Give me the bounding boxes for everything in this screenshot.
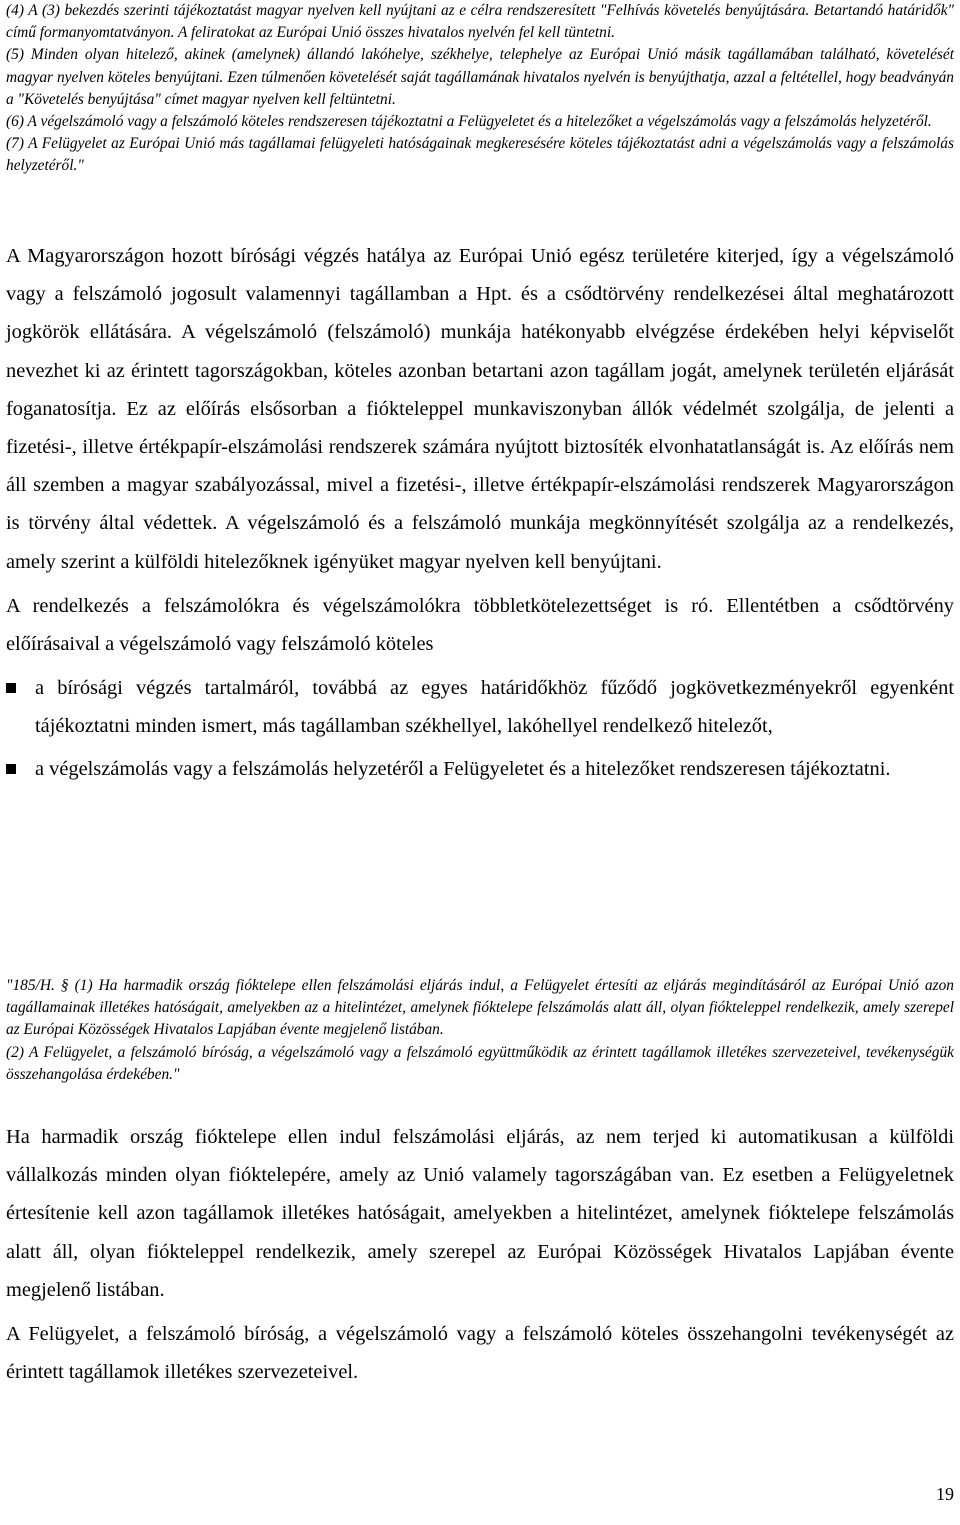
- list-item: a bírósági végzés tartalmáról, továbbá az egyes határidőkhöz fűződő jogkövetkezményekről egyenként tájékoztatni minden ismert, más tagállamban székhellyel, lakóhellyel rendelkező hitelezőt,: [6, 669, 954, 745]
- commentary-paragraph-2: A rendelkezés a felszámolókra és végelszámolókra többletkötelezettséget is ró. Ellentétben a csődtörvény előírásaival a végelszámoló vagy felszámoló köteles: [6, 594, 954, 656]
- square-bullet-icon: [6, 683, 16, 693]
- section-185h-paragraph-2: (2) A Felügyelet, a felszámoló bíróság, a végelszámoló vagy a felszámoló együttműködik az érintett tagállamok illetékes szervezeteivel, tevékenységük összehangolása érdekében.": [6, 1043, 954, 1083]
- top-italic-block: [6, 0, 954, 178]
- commentary-paragraph-1: A Magyarországon hozott bírósági végzés hatálya az Európai Unió egész területére kiterjed, így a végelszámoló vagy a felszámoló jogosult valamennyi tagállamban a Hpt. és a csődtörvény rendelkezései által meghatározott jogkörök ellátására. A végelszámoló (felszámoló) munkája hatékonyabb elvégzése érdekében helyi képviselőt nevezhet ki az érintett tagországokban, köteles azonban betartani azon tagállam jogát, amelynek területén eljárását foganatosítja. Ez az előírás elsősorban a fiókteleppel munkaviszonyban állók védelmét szolgálja, de jelenti a fizetési-, illetve értékpapír-elszámolási rendszerek számára nyújtott biztosíték elvonhatatlanságát is. Az előírás nem áll szemben a magyar szabályozással, mivel a fizetési-, illetve értékpapír-elszámolási rendszerek Magyarországon is törvény által védettek. A végelszámoló és a felszámoló munkája megkönnyítését szolgálja az a rendelkezés, amely szerint a külföldi hitelezőknek igényüket magyar nyelven kell benyújtani.: [6, 245, 954, 573]
- paragraph-7: (7) A Felügyelet az Európai Unió más tagállamai felügyeleti hatóságainak megkeresésére köteles tájékoztatást adni a végelszámolás vagy a felszámolás helyzetéről.": [6, 135, 954, 175]
- commentary-block-1: [6, 237, 954, 788]
- page-number: 19: [936, 1484, 954, 1504]
- closing-paragraph-1: Ha harmadik ország fióktelepe ellen indul felszámolási eljárás, az nem terjed ki automatikusan a külföldi vállalkozás minden olyan fióktelepére, amely az Unió valamely tagországában van. Ez esetben a Felügyeletnek értesítenie kell azon tagállamok illetékes hatóságait, amelyekben a hitelintézet, amelynek fióktelepe felszámolás alatt áll, olyan fiókteleppel rendelkezik, amely szerepel az Európai Közösségek Hivatalos Lapjában évente megjelenő listában.: [6, 1126, 954, 1301]
- paragraph-5: (5) Minden olyan hitelező, akinek (amelynek) állandó lakóhelye, székhelye, telephelye az Európai Unió másik tagállamában található, követelését magyar nyelven köteles benyújtani. Ezen túlmenően követelését saját tagállamának hivatalos nyelvén is benyújthatja, azzal a feltétellel, hogy beadványán a "Követelés benyújtása" címet magyar nyelven kell feltüntetni.: [6, 46, 954, 108]
- commentary-block-2: [6, 1118, 954, 1391]
- paragraph-4: (4) A (3) bekezdés szerinti tájékoztatást magyar nyelven kell nyújtani az e célra rendszeresített "Felhívás követelés benyújtására. Betartandó határidők" című formanyomtatványon. A feliratokat az Európai Unió összes hivatalos nyelvén fel kell tüntetni.: [6, 2, 954, 42]
- obligations-list: [6, 669, 954, 788]
- closing-paragraph-2: A Felügyelet, a felszámoló bíróság, a végelszámoló vagy a felszámoló köteles összehangolni tevékenységét az érintett tagállamok illetékes szervezeteivel.: [6, 1323, 954, 1384]
- section-185h-paragraph-1: "185/H. § (1) Ha harmadik ország fióktelepe ellen felszámolási eljárás indul, a Felügyelet értesíti az eljárás megindításáról az Európai Unió azon tagállamainak illetékes hatóságait, amelyekben az a hitelintézet, amelynek fióktelepe felszámolás alatt áll, olyan fiókteleppel rendelkezik, amely szerepel az Európai Közösségek Hivatalos Lapjában évente megjelenő listában.: [6, 977, 954, 1039]
- paragraph-6: (6) A végelszámoló vagy a felszámoló köteles rendszeresen tájékoztatni a Felügyeletet és a hitelezőket a végelszámolás vagy a felszámolás helyzetéről.: [6, 113, 932, 131]
- square-bullet-icon: [6, 764, 16, 774]
- list-item: a végelszámolás vagy a felszámolás helyzetéről a Felügyeletet és a hitelezőket rendszeresen tájékoztatni.: [6, 750, 954, 788]
- middle-italic-block: [6, 975, 954, 1086]
